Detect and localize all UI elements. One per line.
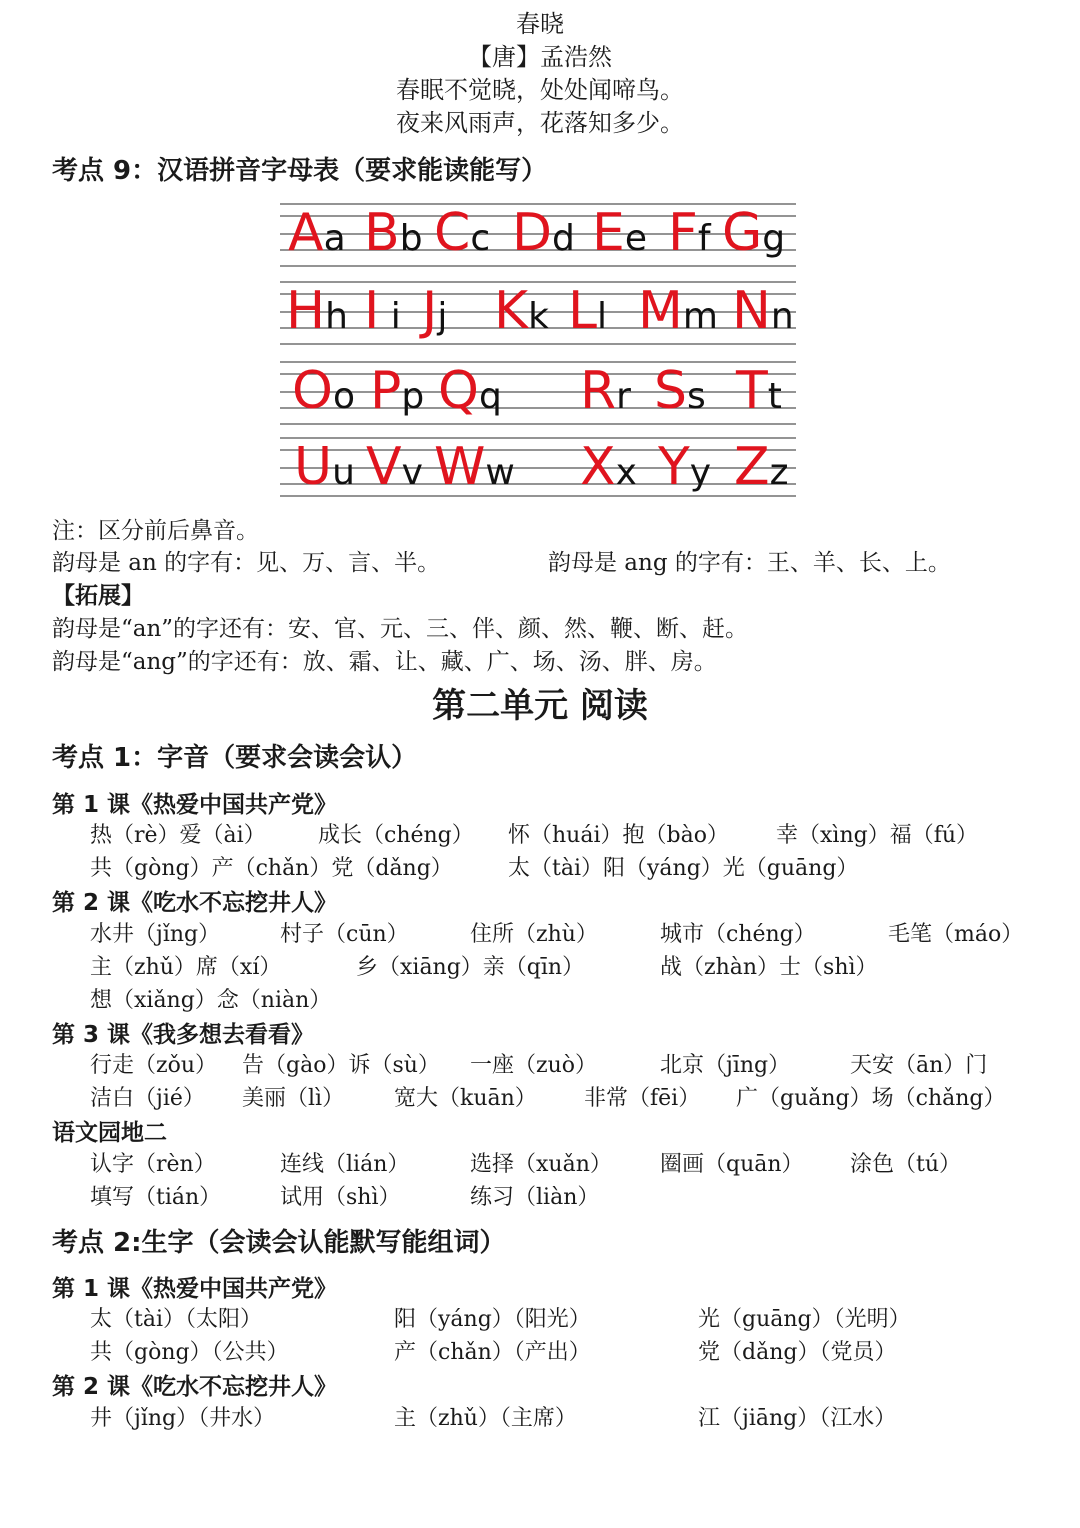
lesson-title: 第 1 课《热爱中国共产党》 (52, 1276, 338, 1302)
poem-author: 【唐】孟浩然 (468, 43, 612, 71)
vocab-item: 产（chǎn）（产出） (394, 1340, 591, 1365)
poem-line-2: 夜来风雨声，花落知多少。 (396, 109, 684, 137)
pinyin-item: 行走（zǒu） (90, 1053, 218, 1078)
pinyin-item: 城市（chéng） (660, 922, 816, 947)
lesson-title: 第 3 课《我多想去看看》 (52, 1022, 315, 1048)
nasal-note: 注：区分前后鼻音。 (52, 518, 259, 544)
extend-label: 【拓展】 (52, 582, 144, 609)
vocab-item: 井（jǐng）（井水） (90, 1406, 276, 1431)
an-final-line: 韵母是 an 的字有：见、万、言、半。 (52, 550, 441, 576)
vocab-item: 光（guāng）（光明） (698, 1307, 911, 1332)
letter-pair-Zz: Zz (734, 437, 789, 497)
pinyin-item: 认字（rèn） (90, 1152, 216, 1177)
letter-pair-Qq: Qq (438, 361, 502, 421)
letter-pair-Vv: Vv (366, 437, 423, 497)
vocab-item: 主（zhǔ）（主席） (394, 1406, 577, 1431)
poem-title: 春晓 (516, 10, 564, 38)
pinyin-item: 毛笔（máo） (888, 922, 1024, 947)
pinyin-item: 乡（xiāng）亲（qīn） (356, 955, 585, 980)
pinyin-item: 告（gào）诉（sù） (242, 1053, 440, 1078)
vocab-item: 太（tài）（太阳） (90, 1307, 262, 1332)
pinyin-item: 练习（liàn） (470, 1185, 600, 1210)
pinyin-item: 天安（ān）门 (850, 1053, 988, 1078)
pinyin-item: 广（guǎng）场（chǎng） (736, 1086, 1006, 1111)
pinyin-item: 村子（cūn） (280, 922, 409, 947)
pinyin-item: 连线（lián） (280, 1152, 410, 1177)
pinyin-item: 战（zhàn）士（shì） (660, 955, 878, 980)
lesson-title: 第 1 课《热爱中国共产党》 (52, 792, 338, 818)
letter-pair-Yy: Yy (658, 437, 712, 497)
pinyin-item: 北京（jīng） (660, 1053, 791, 1078)
pinyin-item: 幸（xìng）福（fú） (776, 823, 979, 848)
pinyin-item: 太（tài）阳（yáng）光（guāng） (508, 856, 859, 881)
letter-pair-Ee: Ee (592, 203, 648, 263)
letter-pair-Oo: Oo (292, 361, 355, 421)
pinyin-item: 宽大（kuān） (394, 1086, 537, 1111)
letter-pair-Dd: Dd (512, 203, 575, 263)
pinyin-item: 非常（fēi） (584, 1086, 701, 1111)
pinyin-item: 住所（zhù） (470, 922, 598, 947)
letter-pair-Uu: Uu (294, 437, 355, 497)
pinyin-item: 共（gòng）产（chǎn）党（dǎng） (90, 856, 453, 881)
vocab-item: 江（jiāng）（江水） (698, 1406, 897, 1431)
vocab-item: 阳（yáng）（阳光） (394, 1307, 591, 1332)
letter-pair-Mm: Mm (638, 281, 718, 341)
vocab-item: 共（gòng）（公共） (90, 1340, 289, 1365)
pinyin-item: 圈画（quān） (660, 1152, 804, 1177)
pinyin-item: 洁白（jié） (90, 1086, 205, 1111)
letter-pair-Jj: Jj (422, 281, 448, 341)
pinyin-item: 成长（chéng） (318, 823, 474, 848)
letter-pair-Pp: Pp (370, 361, 425, 421)
pinyin-alphabet-chart (280, 196, 800, 506)
pinyin-item: 涂色（tú） (850, 1152, 962, 1177)
letter-pair-Kk: Kk (494, 281, 549, 341)
letter-pair-Ss: Ss (654, 361, 706, 421)
pinyin-item: 填写（tián） (90, 1185, 222, 1210)
letter-pair-Hh: Hh (286, 281, 348, 341)
lesson-title: 第 2 课《吃水不忘挖井人》 (52, 890, 338, 916)
letter-pair-Nn: Nn (732, 281, 794, 341)
poem-line-1: 春眠不觉晓，处处闻啼鸟。 (396, 76, 684, 104)
lesson-title: 语文园地二 (52, 1120, 167, 1146)
pinyin-item: 热（rè）爱（ài） (90, 823, 266, 848)
section-heading-kaodian-9: 考点 9：汉语拼音字母表（要求能读能写） (52, 156, 548, 186)
section-heading-kaodian-2: 考点 2:生字（会读会认能默写能组词） (52, 1228, 506, 1258)
letter-pair-Cc: Cc (434, 203, 491, 263)
letter-pair-Tt: Tt (736, 361, 782, 421)
extend-ang-line: 韵母是“ang”的字还有：放、霜、让、藏、广、场、汤、胖、房。 (52, 649, 717, 675)
letter-pair-Ll: Ll (568, 281, 607, 341)
section-heading-kaodian-1: 考点 1：字音（要求会读会认） (52, 743, 418, 773)
pinyin-item: 水井（jǐng） (90, 922, 221, 947)
letter-pair-Aa: Aa (288, 203, 346, 263)
letter-pair-Bb: Bb (364, 203, 423, 263)
pinyin-item: 怀（huái）抱（bào） (508, 823, 729, 848)
ang-final-line: 韵母是 ang 的字有：王、羊、长、上。 (548, 550, 951, 576)
letter-pair-Ff: Ff (668, 203, 711, 263)
letter-pair-Ww: Ww (434, 437, 515, 497)
pinyin-item: 想（xiǎng）念（niàn） (90, 988, 332, 1013)
letter-pair-Xx: Xx (580, 437, 637, 497)
pinyin-item: 选择（xuǎn） (470, 1152, 612, 1177)
lesson-title: 第 2 课《吃水不忘挖井人》 (52, 1374, 338, 1400)
pinyin-item: 主（zhǔ）席（xí） (90, 955, 282, 980)
pinyin-item: 一座（zuò） (470, 1053, 598, 1078)
extend-an-line: 韵母是“an”的字还有：安、官、元、三、伴、颜、然、鞭、断、赶。 (52, 616, 749, 642)
letter-pair-Gg: Gg (722, 203, 786, 263)
unit-2-title: 第二单元 阅读 (432, 686, 648, 726)
letter-pair-Ii: I i (364, 281, 401, 341)
pinyin-item: 美丽（lì） (242, 1086, 345, 1111)
vocab-item: 党（dǎng）（党员） (698, 1340, 897, 1365)
pinyin-item: 试用（shì） (280, 1185, 401, 1210)
letter-pair-Rr: Rr (580, 361, 631, 421)
